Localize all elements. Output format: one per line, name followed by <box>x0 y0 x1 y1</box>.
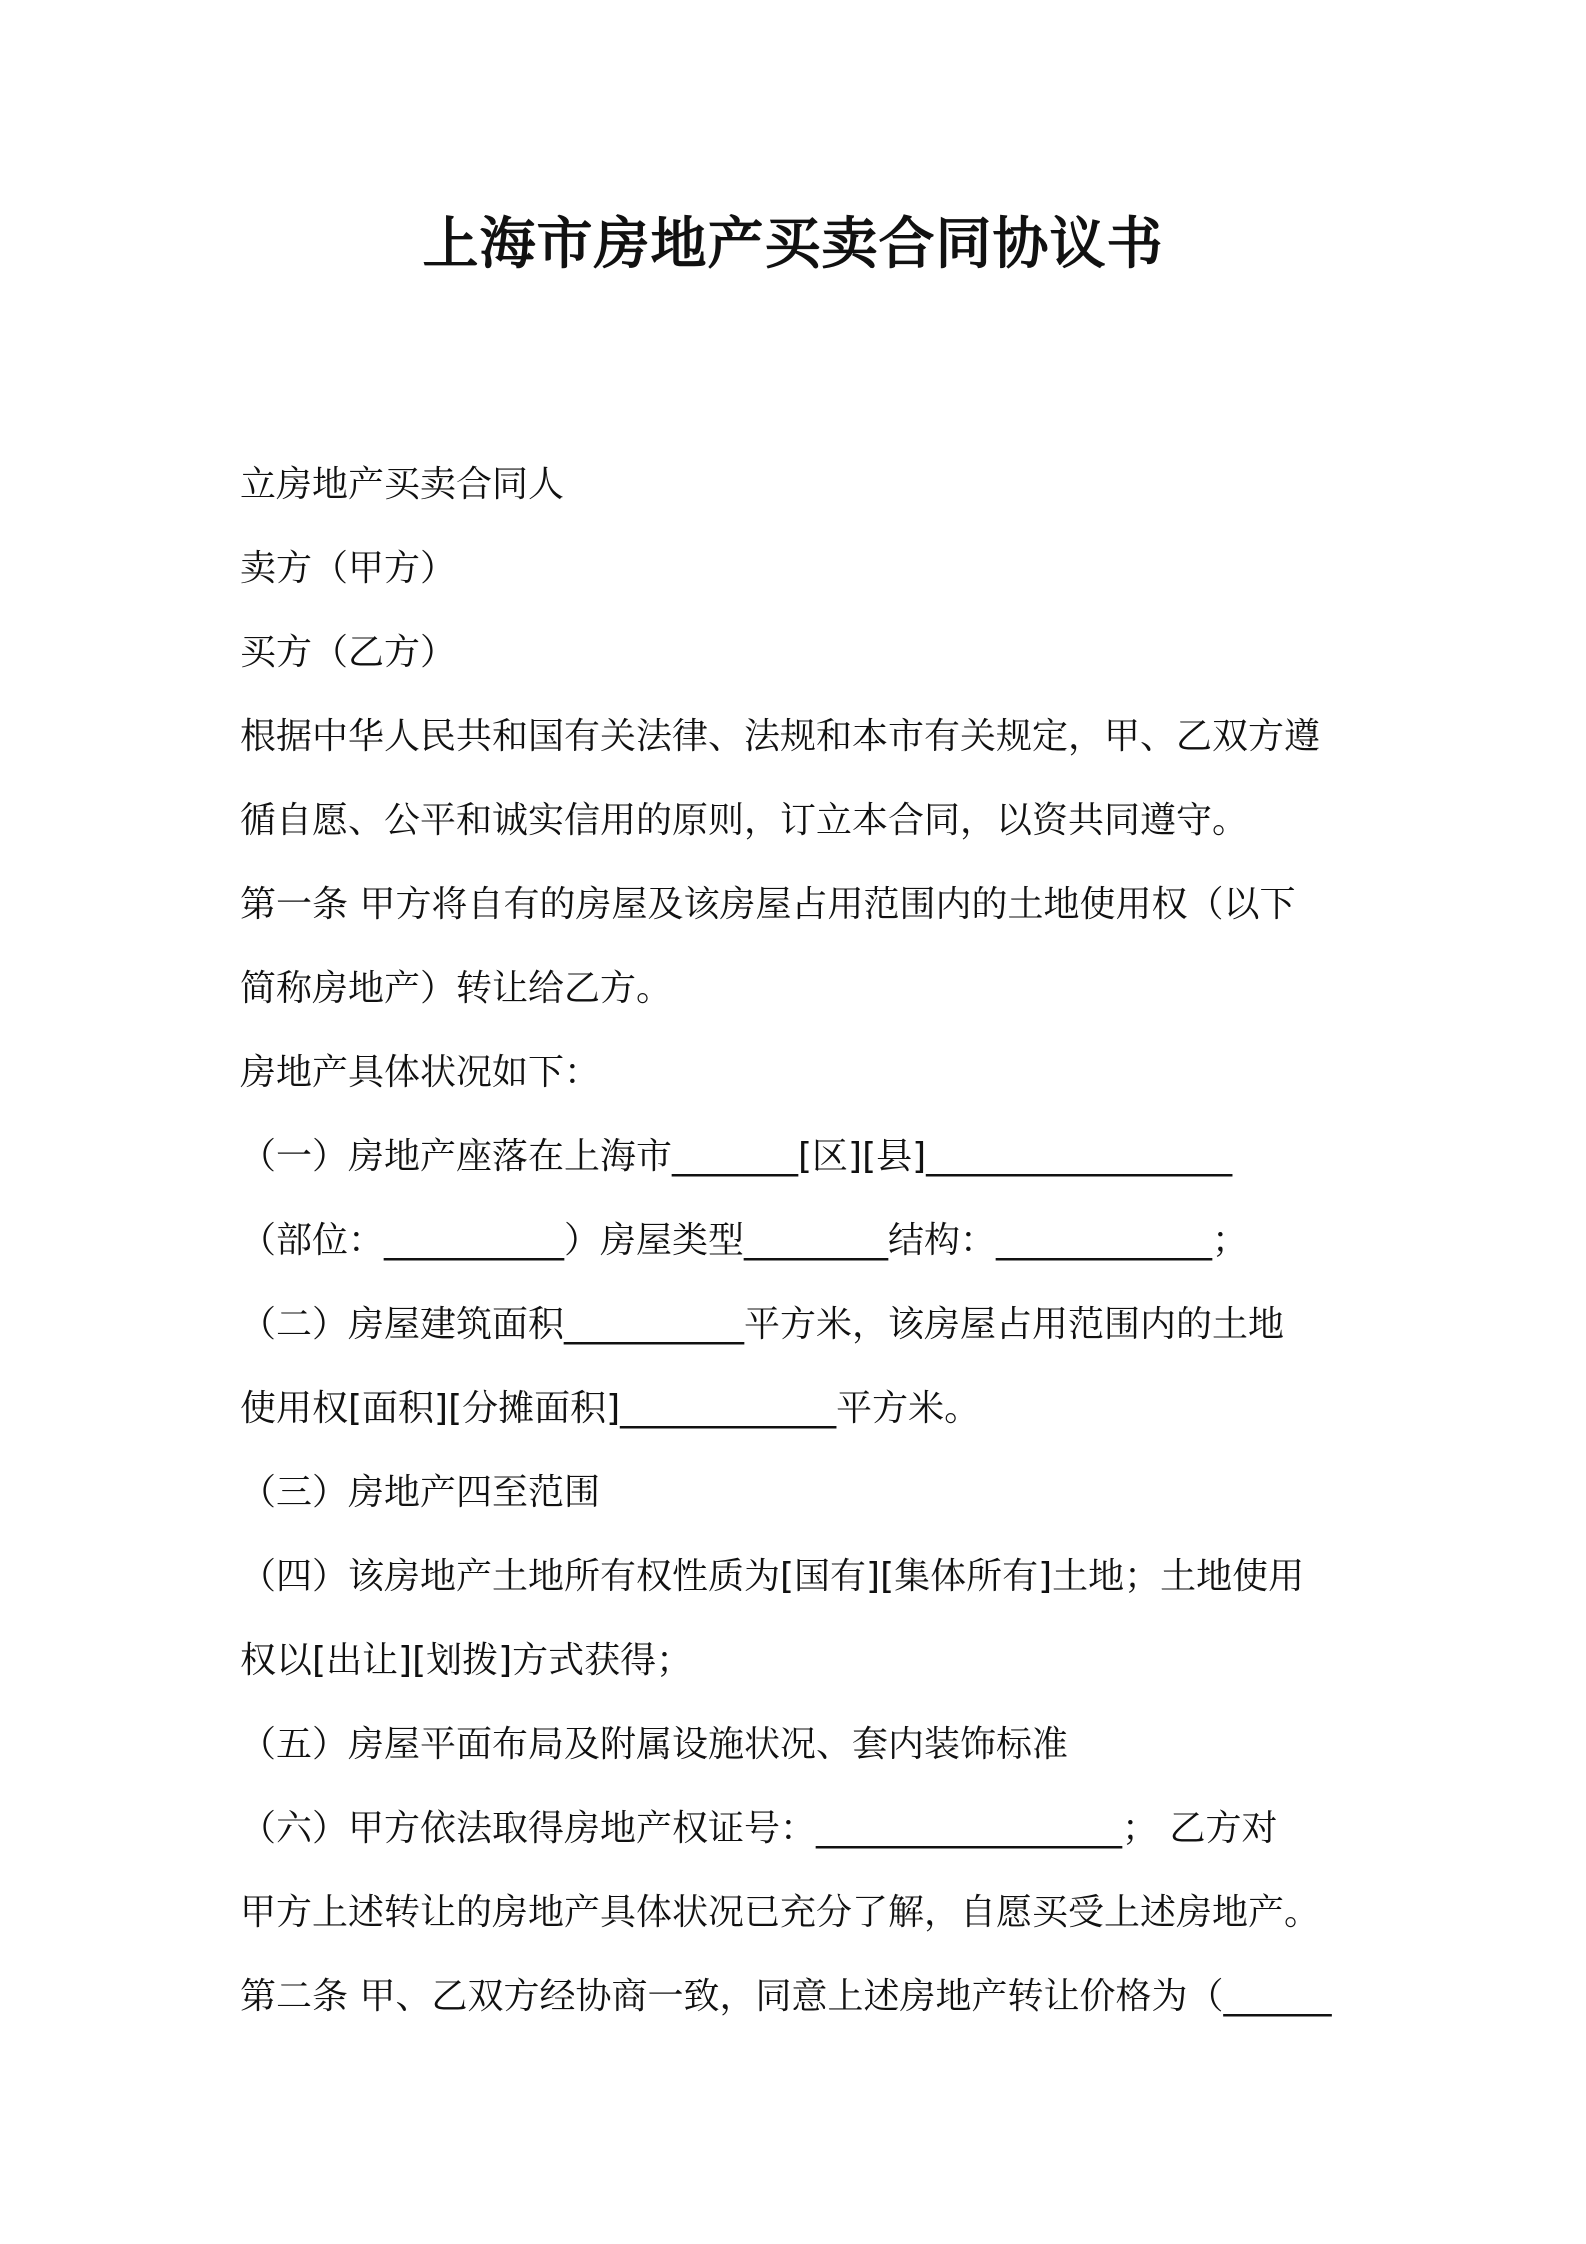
paragraph-line: 甲方上述转让的房地产具体状况已充分了解，自愿买受上述房地产。 <box>240 1892 1321 1933</box>
paragraph-line: 第二条 甲、乙双方经协商一致，同意上述房地产转让价格为（______ <box>240 1976 1332 2017</box>
paragraph-line: （五）房屋平面布局及附属设施状况、套内装饰标准 <box>240 1724 1069 1765</box>
paragraph-line: 房地产具体状况如下： <box>240 1052 601 1093</box>
paragraph-line: 根据中华人民共和国有关法律、法规和本市有关规定，甲、乙双方遵 <box>240 716 1321 757</box>
paragraph-line: （四）该房地产土地所有权性质为[国有][集体所有]土地；土地使用 <box>240 1556 1305 1597</box>
paragraph-line: 循自愿、公平和诚实信用的原则，订立本合同，以资共同遵守。 <box>240 800 1249 841</box>
paragraph-line: 第一条 甲方将自有的房屋及该房屋占用范围内的土地使用权（以下 <box>240 884 1296 925</box>
paragraph-line: （部位：__________）房屋类型________结构：____________； <box>240 1220 1249 1261</box>
document-title: 上海市房地产买卖合同协议书 <box>422 212 1164 277</box>
paragraph-line: 卖方（甲方） <box>240 548 457 589</box>
paragraph-line: （三）房地产四至范围 <box>240 1472 601 1513</box>
paragraph-line: 简称房地产）转让给乙方。 <box>240 968 673 1009</box>
paragraph-line: （二）房屋建筑面积__________平方米，该房屋占用范围内的土地 <box>240 1304 1285 1345</box>
document-body <box>240 443 1360 2039</box>
paragraph-line: 使用权[面积][分摊面积]____________平方米。 <box>240 1388 981 1429</box>
paragraph-line: （六）甲方依法取得房地产权证号：_________________； 乙方对 <box>240 1808 1278 1849</box>
paragraph-line: 立房地产买卖合同人 <box>240 464 565 505</box>
paragraph-line: 权以[出让][划拨]方式获得； <box>240 1640 693 1681</box>
paragraph-line: 买方（乙方） <box>240 632 457 673</box>
paragraph-line: （一）房地产座落在上海市_______[区][县]_________________ <box>240 1136 1233 1177</box>
